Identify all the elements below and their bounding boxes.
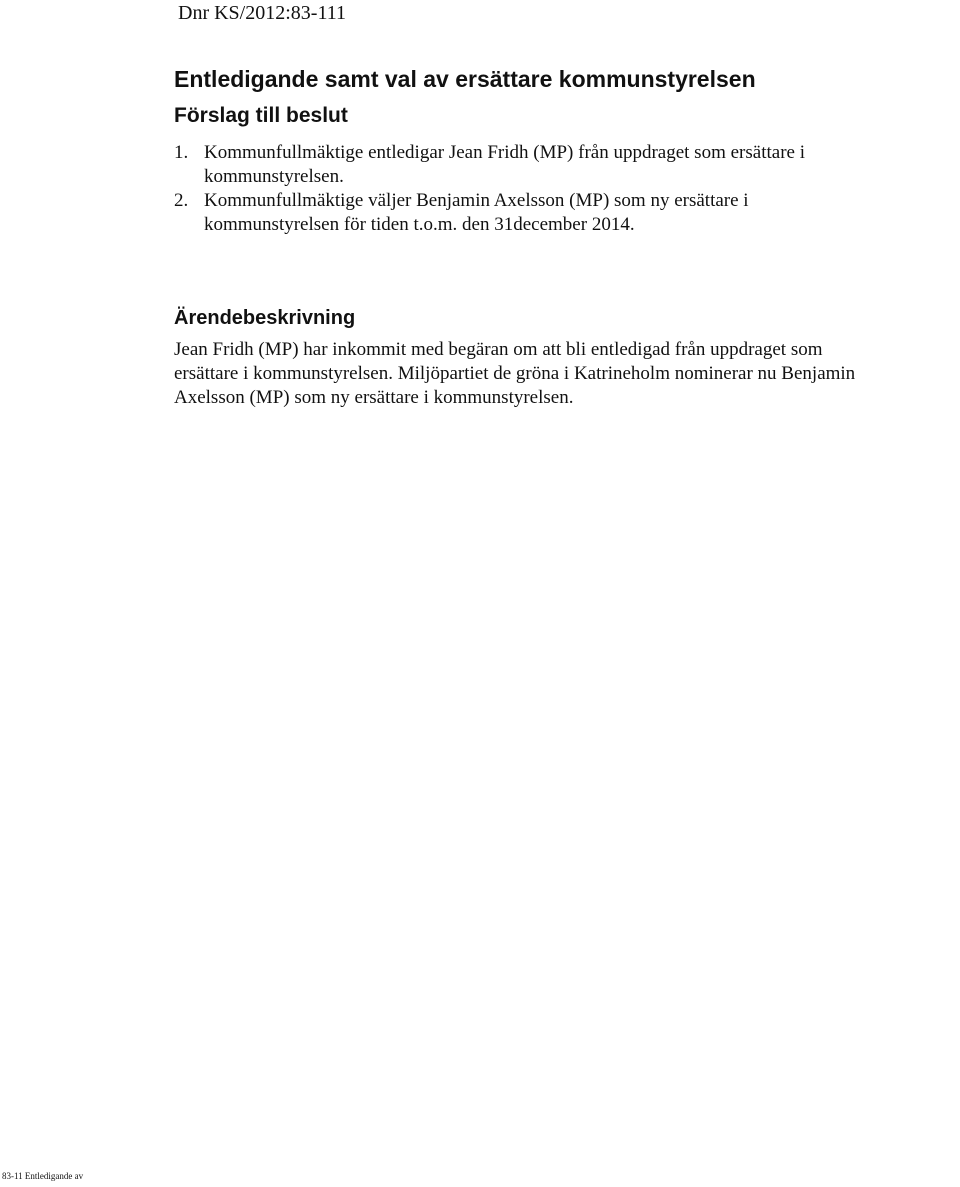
proposal-heading: Förslag till beslut: [174, 104, 348, 127]
decision-item-1: [174, 141, 874, 189]
footer-file-reference: 83-11 Entledigande av: [2, 1171, 84, 1181]
decision-list: [174, 141, 874, 237]
decision-number: 1.: [174, 142, 189, 163]
decision-item-2: [174, 189, 874, 237]
decision-text: Kommunfullmäktige entledigar Jean Fridh (MP) från uppdraget som ersättare i kommunstyrelsen.: [204, 142, 805, 187]
decision-text: Kommunfullmäktige väljer Benjamin Axelsson (MP) som ny ersättare i kommunstyrelsen för tiden t.o.m. den 31december 2014.: [204, 190, 749, 235]
decision-number: 2.: [174, 190, 189, 211]
document-title: Entledigande samt val av ersättare kommunstyrelsen: [174, 66, 756, 92]
document-reference-number: Dnr KS/2012:83-111: [178, 2, 346, 24]
description-text: Jean Fridh (MP) har inkommit med begäran om att bli entledigad från uppdraget som ersättare i kommunstyrelsen. Miljöpartiet de gröna i Katrineholm nominerar nu Benjamin Axelsson (MP) som ny ersättare i kommunstyrelsen.: [174, 339, 856, 408]
description-heading: Ärendebeskrivning: [174, 307, 356, 329]
